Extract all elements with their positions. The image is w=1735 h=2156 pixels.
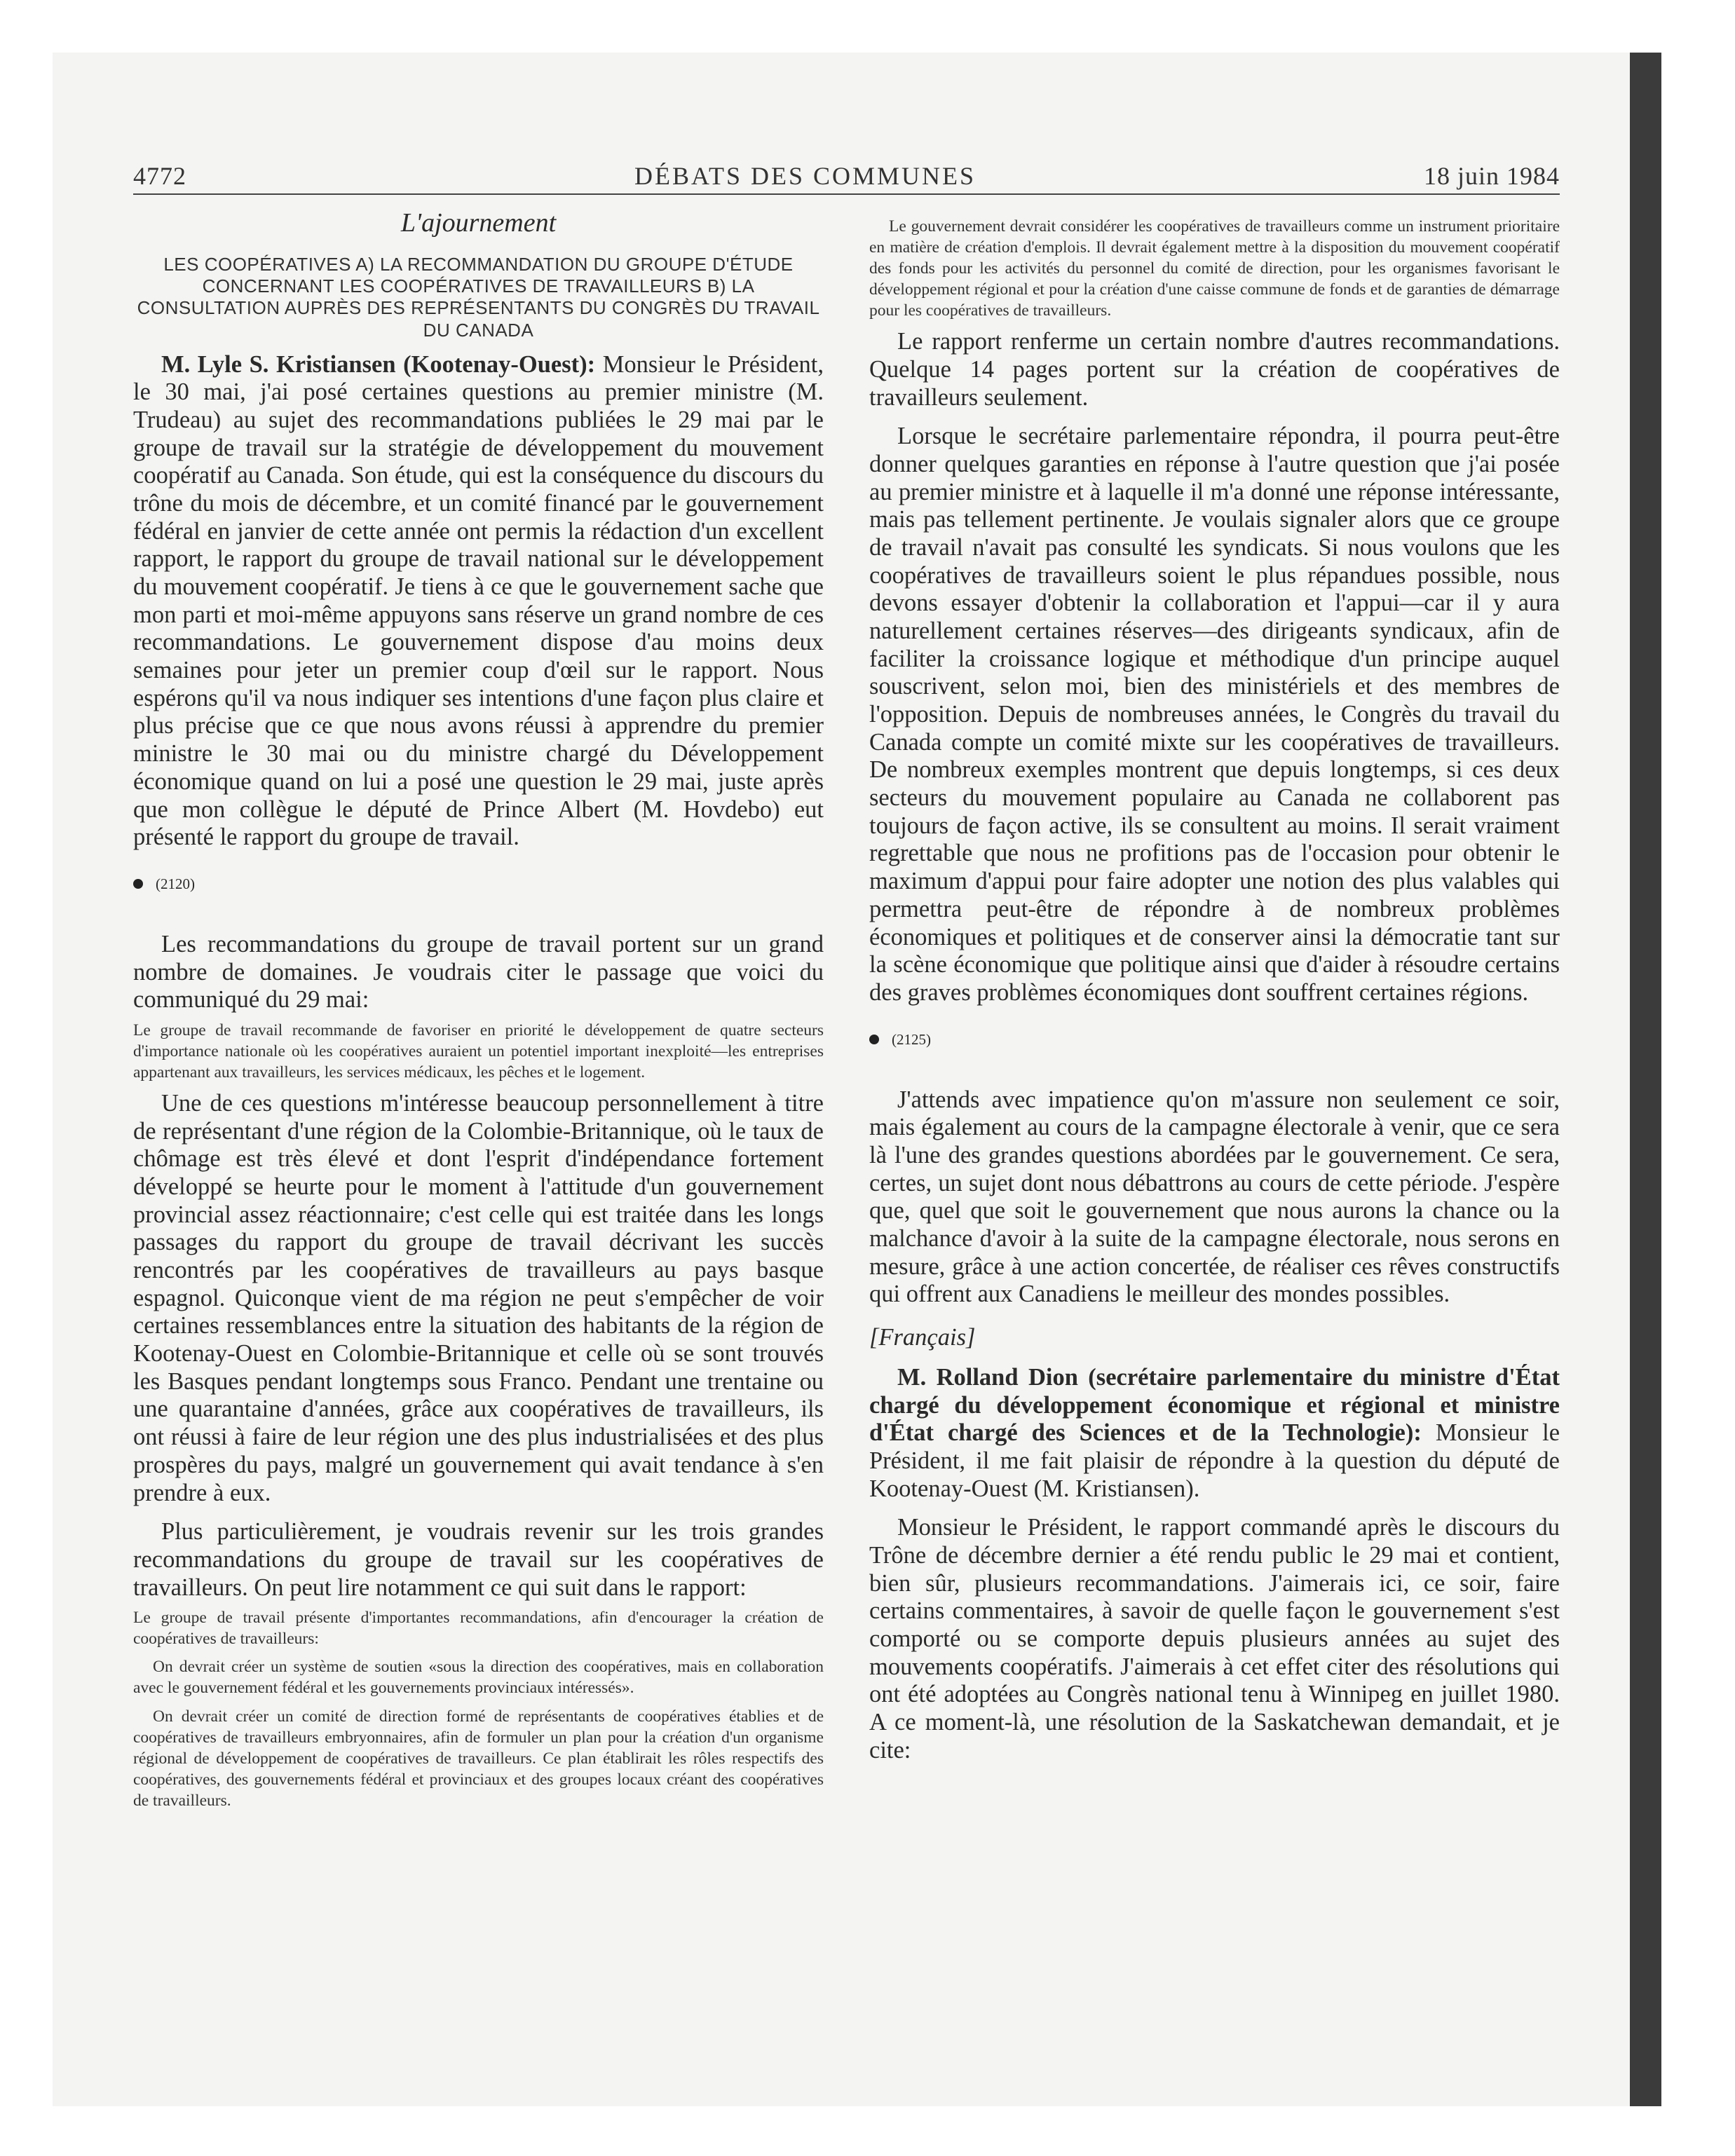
block-quote: On devrait créer un comité de direction formé de représentants de coopératives établies et de coopératives de travailleurs embryonnaires, afin de formuler un plan pour la création d'un organisme régional de développement de coopératives de travailleurs. Ce plan établirait les rôles respectifs des coopératives, des gouvernements fédéral et provinciaux et des groupes locaux créant des coopératives de travailleurs. — [133, 1707, 824, 1810]
publication-title: DÉBATS DES COMMUNES — [634, 162, 977, 190]
page-number: 4772 — [133, 162, 186, 190]
block-quote: Le gouvernement devrait considérer les coopératives de travailleurs comme un instrument prioritaire en matière de création d'emplois. Il devrait également mettre à la disposition du mouvement coopératif des fonds pour les activités du personnel du comité de direction, pour les organismes favorisant le développement régional et pour la création d'une caisse commune de fonds et de garanties de démarrage pour les coopératives de travailleurs. — [869, 217, 1560, 320]
speech-paragraph: Les recommandations du groupe de travail portent sur un grand nombre de domaines. Je voudrais citer le passage que voici du communiqué du 29 mai: — [133, 930, 824, 1014]
language-tag: [Français] — [869, 1323, 976, 1351]
time-marker: (2120) — [133, 875, 824, 893]
speaker-name: M. Rolland Dion (secrétaire parlementaire du ministre d'État chargé du développement économique et régional et ministre d'État chargé des Sciences et de la Technologie): — [869, 1363, 1560, 1447]
bullet-icon — [869, 1035, 879, 1044]
time-marker: (2125) — [869, 1031, 1560, 1049]
section-title: L'ajournement — [400, 208, 557, 238]
document-page — [133, 161, 1560, 2054]
block-quote: Le groupe de travail présente d'importantes recommandations, afin d'encourager la création de coopératives de travailleurs: — [133, 1609, 824, 1649]
speech-paragraph: M. Rolland Dion (secrétaire parlementaire du ministre d'État chargé du développement économique et régional et ministre d'État chargé des Sciences et de la Technologie): Monsieur le Président, il me fait plaisir de répondre à la question du député de Kootenay-Ouest (M. Kristiansen). — [869, 1363, 1560, 1502]
publication-date: 18 juin 1984 — [1423, 162, 1560, 190]
speech-paragraph: Monsieur le Président, le rapport commandé après le discours du Trône de décembre dernier a été rendu public le 29 mai et contient, bien sûr, plusieurs recommandations. J'aimerais ici, ce soir, faire certains commentaires, à savoir de quelle façon le gouvernement s'est comporté ou se comporte depuis plusieurs années au sujet des mouvements coopératifs. J'aimerais à cet effet citer des résolutions qui ont été adoptées au Congrès national tenu à Winnipeg en juillet 1980. A ce moment-là, une résolution de la Saskatchewan demandait, et je cite: — [869, 1514, 1560, 1763]
speech-paragraph: Lorsque le secrétaire parlementaire répondra, il pourra peut-être donner quelques garanties en réponse à l'autre question que j'ai posée au premier ministre et à laquelle il m'a donné une réponse intéressante, mais pas tellement pertinente. Je voulais signaler alors que ce groupe de travail n'avait pas consulté les syndicats. Si nous voulons que les coopératives de travailleurs soient le plus répandues possible, nous devons essayer d'obtenir la collaboration et l'appui—car il y aura naturellement certaines réserves—des dirigeants syndicaux, afin de faciliter la croissance logique et méthodique d'un principe auquel souscrivent, selon moi, bien des ministériels et des membres de l'opposition. Depuis de nombreuses années, le Congrès du travail du Canada compte un comité mixte sur les coopératives de travailleurs. De nombreux exemples montrent que depuis longtemps, si ces deux secteurs du mouvement populaire au Canada ne collaborent pas toujours de façon active, ils se consultent au moins. Il serait vraiment regrettable que nous ne profitions pas de l'occasion pour obtenir le maximum d'appui pour faire adopter une notion des plus valables qui permettra peut-être de répondre à de nombreux problèmes économiques et politiques et de conserver ainsi la démocratie tant sur la scène économique que politique ainsi que d'aider à résoudre certains des graves problèmes économiques dont souffrent certaines régions. — [869, 423, 1560, 1006]
speaker-name: M. Lyle S. Kristiansen (Kootenay-Ouest): — [161, 350, 596, 378]
block-quote: Le groupe de travail recommande de favoriser en priorité le développement de quatre secteurs d'importance nationale où les coopératives auraient un potentiel important inexploité—les entreprises appartenant aux travailleurs, les services médicaux, les pêches et le logement. — [133, 1021, 824, 1082]
debate-heading: LES COOPÉRATIVES A) LA RECOMMANDATION DU GROUPE D'ÉTUDE CONCERNANT LES COOPÉRATIVES DE TRAVAILLEURS B) LA CONSULTATION AUPRÈS DES REPRÉSENTANTS DU CONGRÈS DU TRAVAIL DU CANADA — [137, 254, 820, 341]
block-quote: On devrait créer un système de soutien «sous la direction des coopératives, mais en collaboration avec le gouvernement fédéral et les gouvernements provinciaux intéressés». — [133, 1658, 824, 1698]
running-header — [133, 161, 1560, 195]
speech-paragraph: J'attends avec impatience qu'on m'assure non seulement ce soir, mais également au cours de la campagne électorale à venir, que ce sera là l'une des grandes questions abordées par le gouvernement. Ce sera, certes, un sujet dont nous débattrons au cours de cette période. J'espère que, quel que soit le gouvernement que nous aurons la chance ou la malchance d'avoir à la suite de la campagne électorale, nous serons en mesure, grâce à une action concertée, de réaliser ces rêves constructifs qui offrent aux Canadiens le meilleur des mondes possibles. — [869, 1086, 1560, 1308]
speech-paragraph: M. Lyle S. Kristiansen (Kootenay-Ouest): Monsieur le Président, le 30 mai, j'ai posé certaines questions au premier ministre (M. Trudeau) au sujet des recommandations publiées le 29 mai par le groupe de travail sur la stratégie de développement du mouvement coopératif au Canada. Son étude, qui est la conséquence du discours du trône du mois de décembre, et un comité financé par le gouvernement fédéral en janvier de cette année ont permis la rédaction d'un excellent rapport, le rapport du groupe de travail national sur le développement du mouvement coopératif. Je tiens à ce que le gouvernement sache que mon parti et moi-même appuyons sans réserve un grand nombre de ces recommandations. Le gouvernement dispose d'au moins deux semaines pour jeter un premier coup d'œil sur le rapport. Nous espérons qu'il va nous indiquer ses intentions d'une façon plus claire et plus précise que ce que nous avons réussi à apprendre du premier ministre le 30 mai ou du ministre chargé du Développement économique quand on lui a posé une question le 29 mai, juste après que mon collègue le député de Prince Albert (M. Hovdebo) eut présenté le rapport du groupe de travail. — [133, 350, 824, 851]
scan-edge-bar — [1630, 53, 1661, 2106]
left-column — [133, 207, 824, 1818]
speech-paragraph: Une de ces questions m'intéresse beaucoup personnellement à titre de représentant d'une région de la Colombie-Britannique, où le taux de chômage est très élevé et dont l'esprit d'indépendance fortement développé se heurte pour le moment à l'attitude d'un gouvernement provincial assez réactionnaire; c'est celle qui est traitée dans les longs passages du rapport du groupe de travail décrivant les succès rencontrés par les coopératives de travailleurs au pays basque espagnol. Quiconque vient de ma région ne peut s'empêcher de voir certaines ressemblances entre la situation des habitants de la région de Kootenay-Ouest en Colombie-Britannique et celle où se sont trouvés les Basques pendant longtemps sous Franco. Pendant une trentaine ou une quarantaine d'années, grâce aux coopératives de travailleurs, ils ont réussi à faire de leur région une des plus industrialisées et des plus prospères du pays, malgré un gouvernement qui avait tendance à s'en prendre à eux. — [133, 1090, 824, 1506]
speech-paragraph: Plus particulièrement, je voudrais revenir sur les trois grandes recommandations du groupe de travail sur les coopératives de travailleurs. On peut lire notamment ce qui suit dans le rapport: — [133, 1518, 824, 1601]
right-column — [869, 207, 1560, 1818]
two-column-body — [133, 207, 1560, 1818]
bullet-icon — [133, 879, 143, 889]
speech-paragraph: Le rapport renferme un certain nombre d'autres recommandations. Quelque 14 pages portent sur la création de coopératives de travailleurs seulement. — [869, 328, 1560, 411]
